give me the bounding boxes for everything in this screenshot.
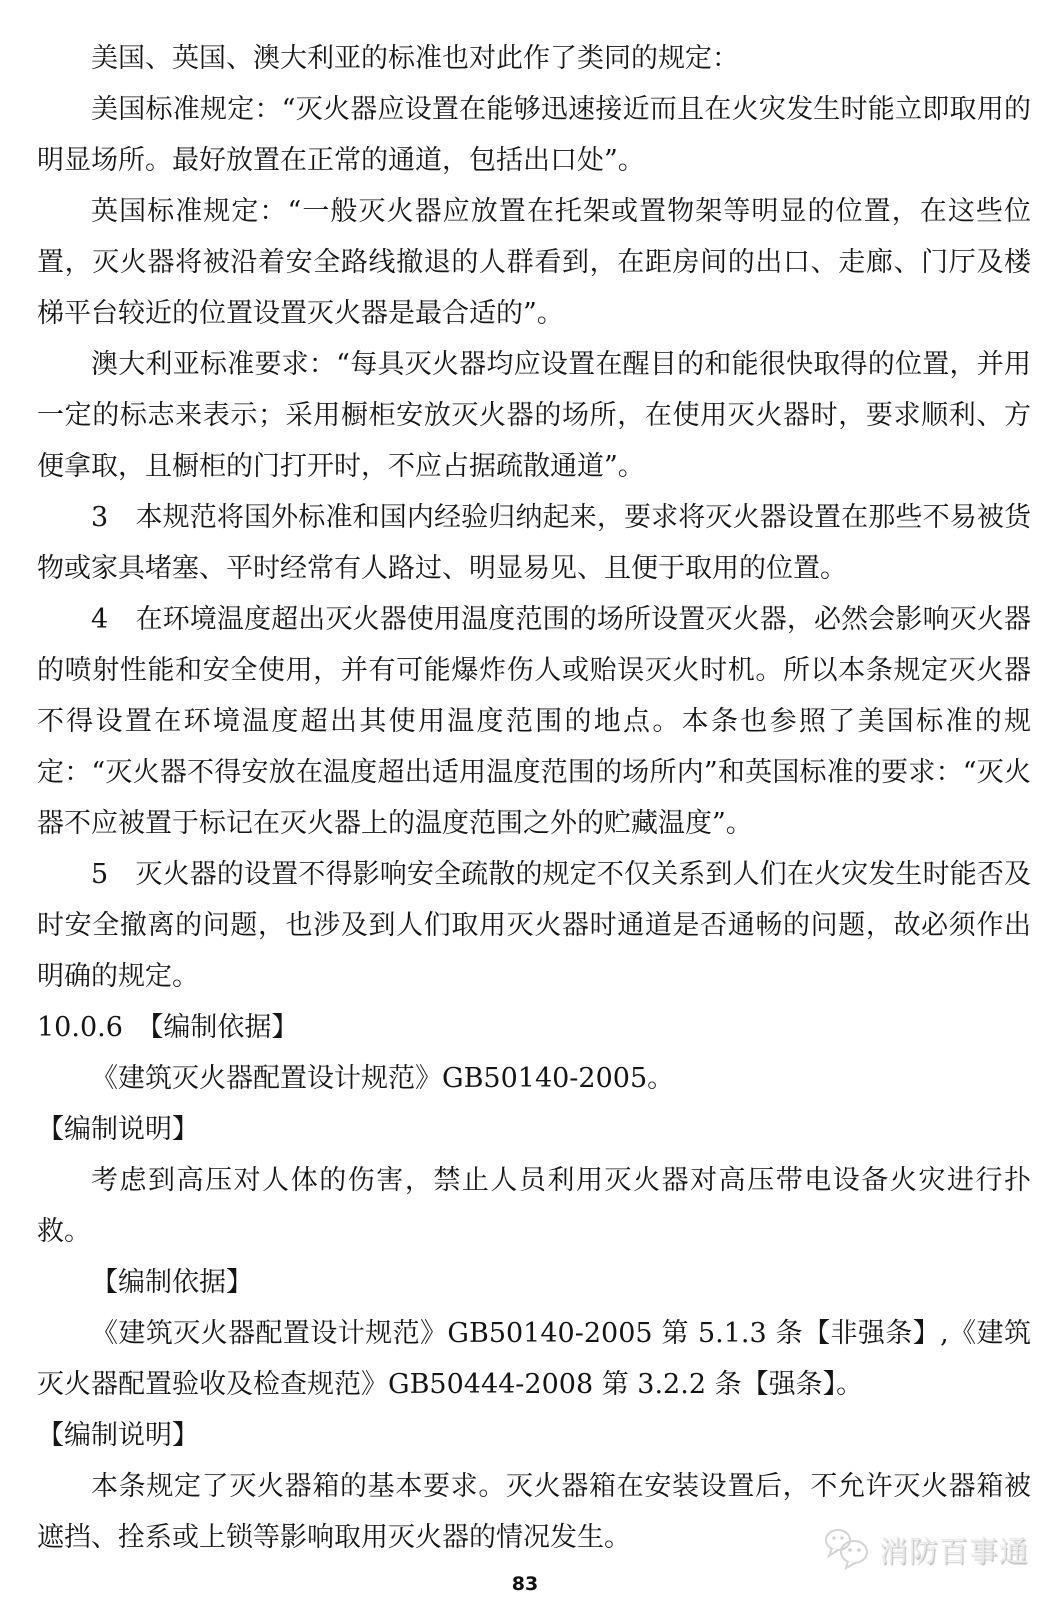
paragraph-basis-reference: 《建筑灭火器配置设计规范》GB50140-2005。 xyxy=(91,1063,675,1094)
paragraph-uk-standard: 英国标准规定：“一般灭火器应放置在托架或置物架等明显的位置，在这些位置，灭火器将被沿着安全路线撤退的人群看到，在距房间的出口、走廊、门厅及楼梯平台较近的位置设置灭火器是最合适的”。 xyxy=(37,196,1031,329)
paragraph-item-5: 5 灭火器的设置不得影响安全疏散的规定不仅关系到人们在火灾发生时能否及时安全撤离的问题，也涉及到人们取用灭火器时通道是否通畅的问题，故必须作出明确的规定。 xyxy=(37,859,1031,992)
section-heading-basis: 【编制依据】 xyxy=(91,1267,253,1298)
section-heading-explanation: 【编制说明】 xyxy=(37,1114,199,1145)
page-number: 83 xyxy=(511,1573,539,1595)
document-body xyxy=(37,33,1031,1563)
paragraph-au-standard: 澳大利亚标准要求：“每具灭火器均应设置在醒目的和能很快取得的位置，并用一定的标志来表示；采用橱柜安放灭火器的场所，在使用灭火器时，要求顺利、方便拿取，且橱柜的门打开时，不应占据疏散通道”。 xyxy=(37,349,1031,482)
paragraph-item-3: 3 本规范将国外标准和国内经验归纳起来，要求将灭火器设置在那些不易被货物或家具堵塞、平时经常有人路过、明显易见、且便于取用的位置。 xyxy=(37,502,1031,584)
paragraph-basis-codes: 《建筑灭火器配置设计规范》GB50140-2005 第 5.1.3 条【非强条】,《建筑灭火器配置验收及检查规范》GB50444-2008 第 3.2.2 条【强条】。 xyxy=(37,1318,1031,1400)
section-heading-explanation-2: 【编制说明】 xyxy=(37,1420,199,1451)
clause-heading-10-0-6: 10.0.6 【编制依据】 xyxy=(37,1012,299,1043)
paragraph-us-standard: 美国标准规定：“灭火器应设置在能够迅速接近而且在火灾发生时能立即取用的明显场所。最好放置在正常的通道，包括出口处”。 xyxy=(37,94,1031,176)
paragraph-intro: 美国、英国、澳大利亚的标准也对此作了类同的规定： xyxy=(91,43,739,74)
paragraph-cabinet-requirements: 本条规定了灭火器箱的基本要求。灭火器箱在安装设置后，不允许灭火器箱被遮挡、拴系或上锁等影响取用灭火器的情况发生。 xyxy=(37,1471,1031,1553)
paragraph-high-voltage: 考虑到高压对人体的伤害，禁止人员利用灭火器对高压带电设备火灾进行扑救。 xyxy=(37,1165,1031,1247)
watermark-text: 消防百事通 xyxy=(879,1533,1030,1568)
paragraph-item-4: 4 在环境温度超出灭火器使用温度范围的场所设置灭火器，必然会影响灭火器的喷射性能和安全使用，并有可能爆炸伤人或贻误灭火时机。所以本条规定灭火器不得设置在环境温度超出其使用温度范围的地点。本条也参照了美国标准的规定：“灭火器不得安放在温度超出适用温度范围的场所内”和英国标准的要求：“灭火器不应被置于标记在灭火器上的温度范围之外的贮藏温度”。 xyxy=(37,604,1031,839)
